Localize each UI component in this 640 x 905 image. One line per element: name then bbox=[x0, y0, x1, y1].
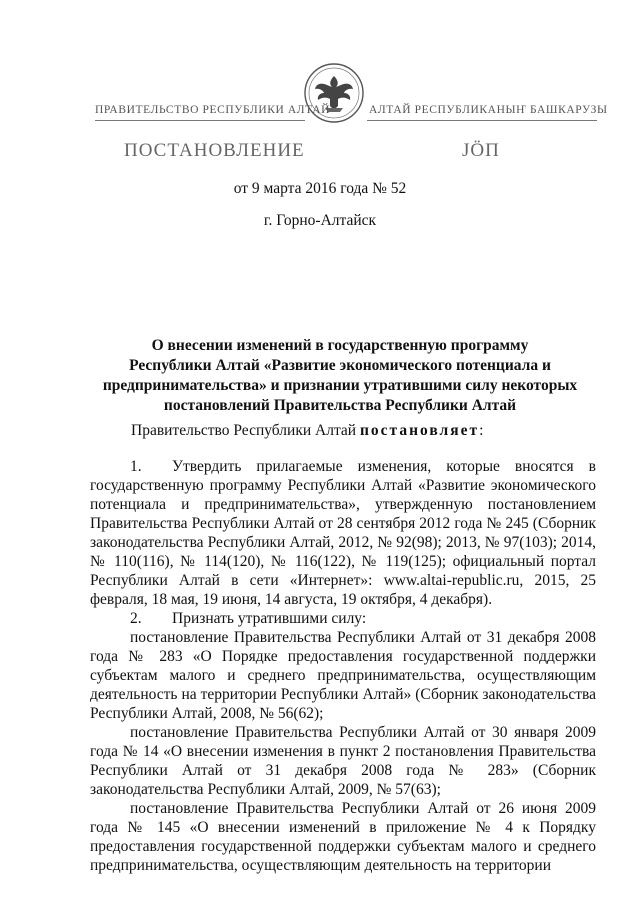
doc-body bbox=[90, 457, 596, 875]
item-number: 2. bbox=[130, 610, 142, 627]
repealed-act: постановление Правительства Республики Алтай от 30 января 2009 года № 14 «О внесении изменения в пункт 2 постановления Правительства Республики Алтай от 31 декабря 2008 года № 283» (Сборник законодательства Республики Алтай, 2009, № 57(63); bbox=[90, 724, 596, 798]
doc-city: г. Горно-Алтайск bbox=[263, 212, 377, 229]
doc-date-number: от 9 марта 2016 года № 52 bbox=[233, 180, 407, 197]
repealed-act: постановление Правительства Республики Алтай от 31 декабря 2008 года № 283 «О Порядке предоставления государственной поддержки субъектам малого и среднего предпринимательства, осуществляющим деятельность на территории Республики Алтай» (Сборник законодательства Республики Алтай, 2008, № 56(62); bbox=[90, 629, 596, 722]
preamble-emphasis: постановляет bbox=[359, 422, 480, 439]
preamble bbox=[131, 422, 483, 440]
doc-title-line: Республики Алтай «Развитие экономического потенциала и bbox=[129, 357, 551, 374]
numbered-item bbox=[90, 457, 596, 609]
government-name-ru: ПРАВИТЕЛЬСТВО РЕСПУБЛИКИ АЛТАЙ bbox=[95, 104, 331, 116]
header-rule-right bbox=[367, 120, 597, 121]
preamble-end: : bbox=[479, 422, 484, 439]
doc-title-line: О внесении изменений в государственную программу bbox=[151, 337, 529, 354]
item-text: Признать утратившими силу: bbox=[172, 610, 367, 627]
item-text: Утвердить прилагаемые изменения, которые вносятся в государственную программу Республики Алтай «Развитие экономического потенциала и предпринимательства», утвержденную постановлением Правительства Республики Алтай от 28 сентября 2012 года № 245 (Сборник законодательства Республики Алтай, 2012, № 92(98); 2013, № 97(103); 2014, № 110(116), № 114(120), № 116(122), № 119(125); официальный портал Республики Алтай в сети «Интернет»: www.altai-republic.ru, 2015, 25 февраля, 18 мая, 19 июня, 14 августа, 19 октября, 4 декабря). bbox=[90, 458, 596, 608]
doc-title-line: предпринимательства» и признании утратившими силу некоторых bbox=[102, 377, 578, 394]
item-number: 1. bbox=[130, 458, 142, 475]
government-name-alt: АЛТАЙ РЕСПУБЛИКАНЫҤ БАШКАРУЗЫ bbox=[369, 104, 608, 116]
numbered-item bbox=[90, 609, 596, 628]
repealed-act: постановление Правительства Республики Алтай от 26 июня 2009 года № 145 «О внесении изменений в приложение № 4 к Порядку предоставления государственной поддержки субъектам малого и среднего предпринимательства, осуществляющим деятельность на территории bbox=[90, 800, 596, 874]
doc-title bbox=[80, 336, 600, 416]
preamble-text: Правительство Республики Алтай bbox=[131, 422, 360, 439]
header-rule-left bbox=[95, 120, 305, 121]
doc-title-line: постановлений Правительства Республики Алтай bbox=[163, 397, 517, 414]
doc-type-ru: ПОСТАНОВЛЕНИЕ bbox=[124, 140, 305, 161]
doc-type-alt: ЈӦП bbox=[462, 140, 500, 161]
